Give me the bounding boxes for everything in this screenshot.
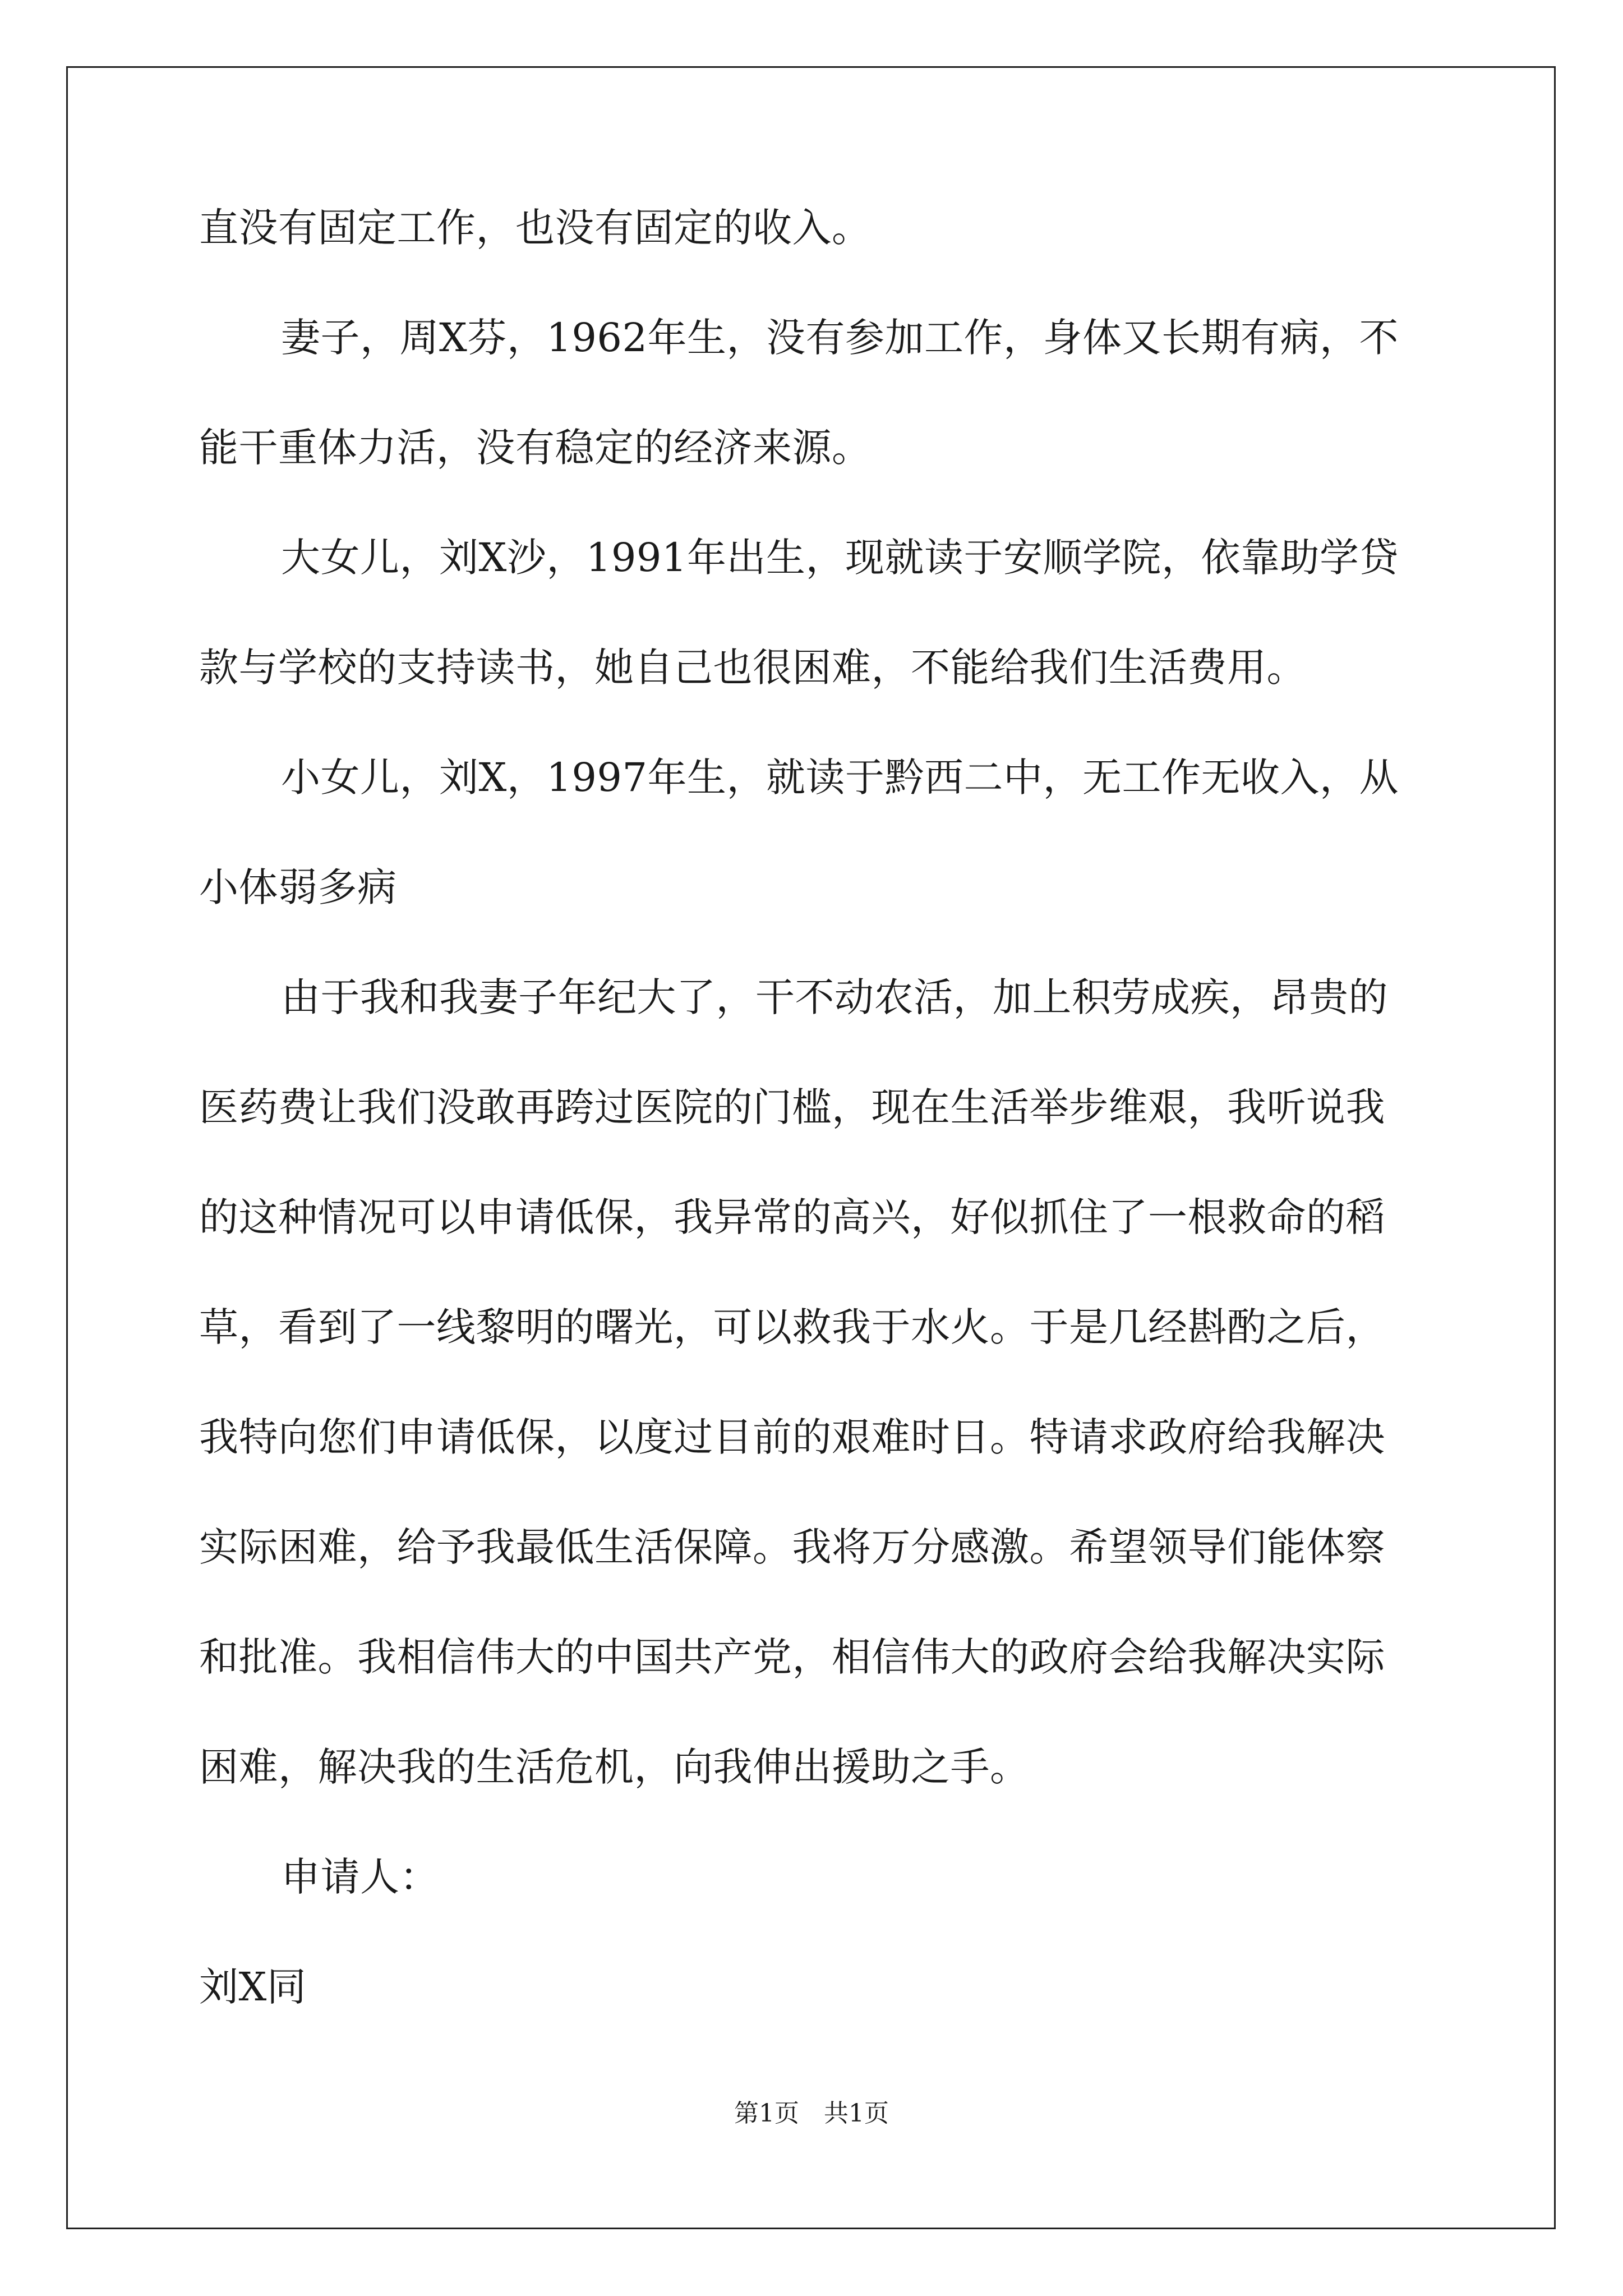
text-line: 由于我和我妻子年纪大了，干不动农活，加上积劳成疾，昂贵的	[281, 974, 1388, 1020]
text-line: 款与学校的支持读书，她自己也很困难，不能给我们生活费用。	[199, 645, 1306, 691]
text-line: 医药费让我们没敢再跨过医院的门槛，现在生活举步维艰，我听说我	[199, 1084, 1385, 1130]
text-line: 妻子，周X芬，1962年生，没有参加工作，身体又长期有病，不	[281, 315, 1399, 361]
applicant-name: 刘X同	[199, 1964, 307, 2010]
text-line: 小女儿，刘X，1997年生，就读于黔西二中，无工作无收入，从	[281, 754, 1399, 800]
text-line: 大女儿，刘X沙，1991年出生，现就读于安顺学院，依靠助学贷	[281, 535, 1399, 581]
text-line: 草，看到了一线黎明的曙光，可以救我于水火。于是几经斟酌之后，	[199, 1304, 1385, 1350]
applicant-label: 申请人：	[281, 1854, 439, 1900]
page-number: 第1页 共1页	[734, 2099, 889, 2128]
document-body	[199, 205, 1427, 2077]
text-line: 小体弱多病	[199, 864, 397, 910]
text-line: 实际困难，给予我最低生活保障。我将万分感激。希望领导们能体察	[199, 1524, 1385, 1570]
text-line: 和批准。我相信伟大的中国共产党，相信伟大的政府会给我解决实际	[199, 1634, 1385, 1680]
text-line: 能干重体力活，没有稳定的经济来源。	[199, 425, 872, 471]
text-line: 的这种情况可以申请低保，我异常的高兴，好似抓住了一根救命的稻	[199, 1194, 1385, 1240]
text-line: 我特向您们申请低保，以度过目前的艰难时日。特请求政府给我解决	[199, 1414, 1385, 1460]
text-line: 困难，解决我的生活危机，向我伸出援助之手。	[199, 1744, 1030, 1790]
text-line: 直没有固定工作，也没有固定的收入。	[199, 205, 872, 251]
